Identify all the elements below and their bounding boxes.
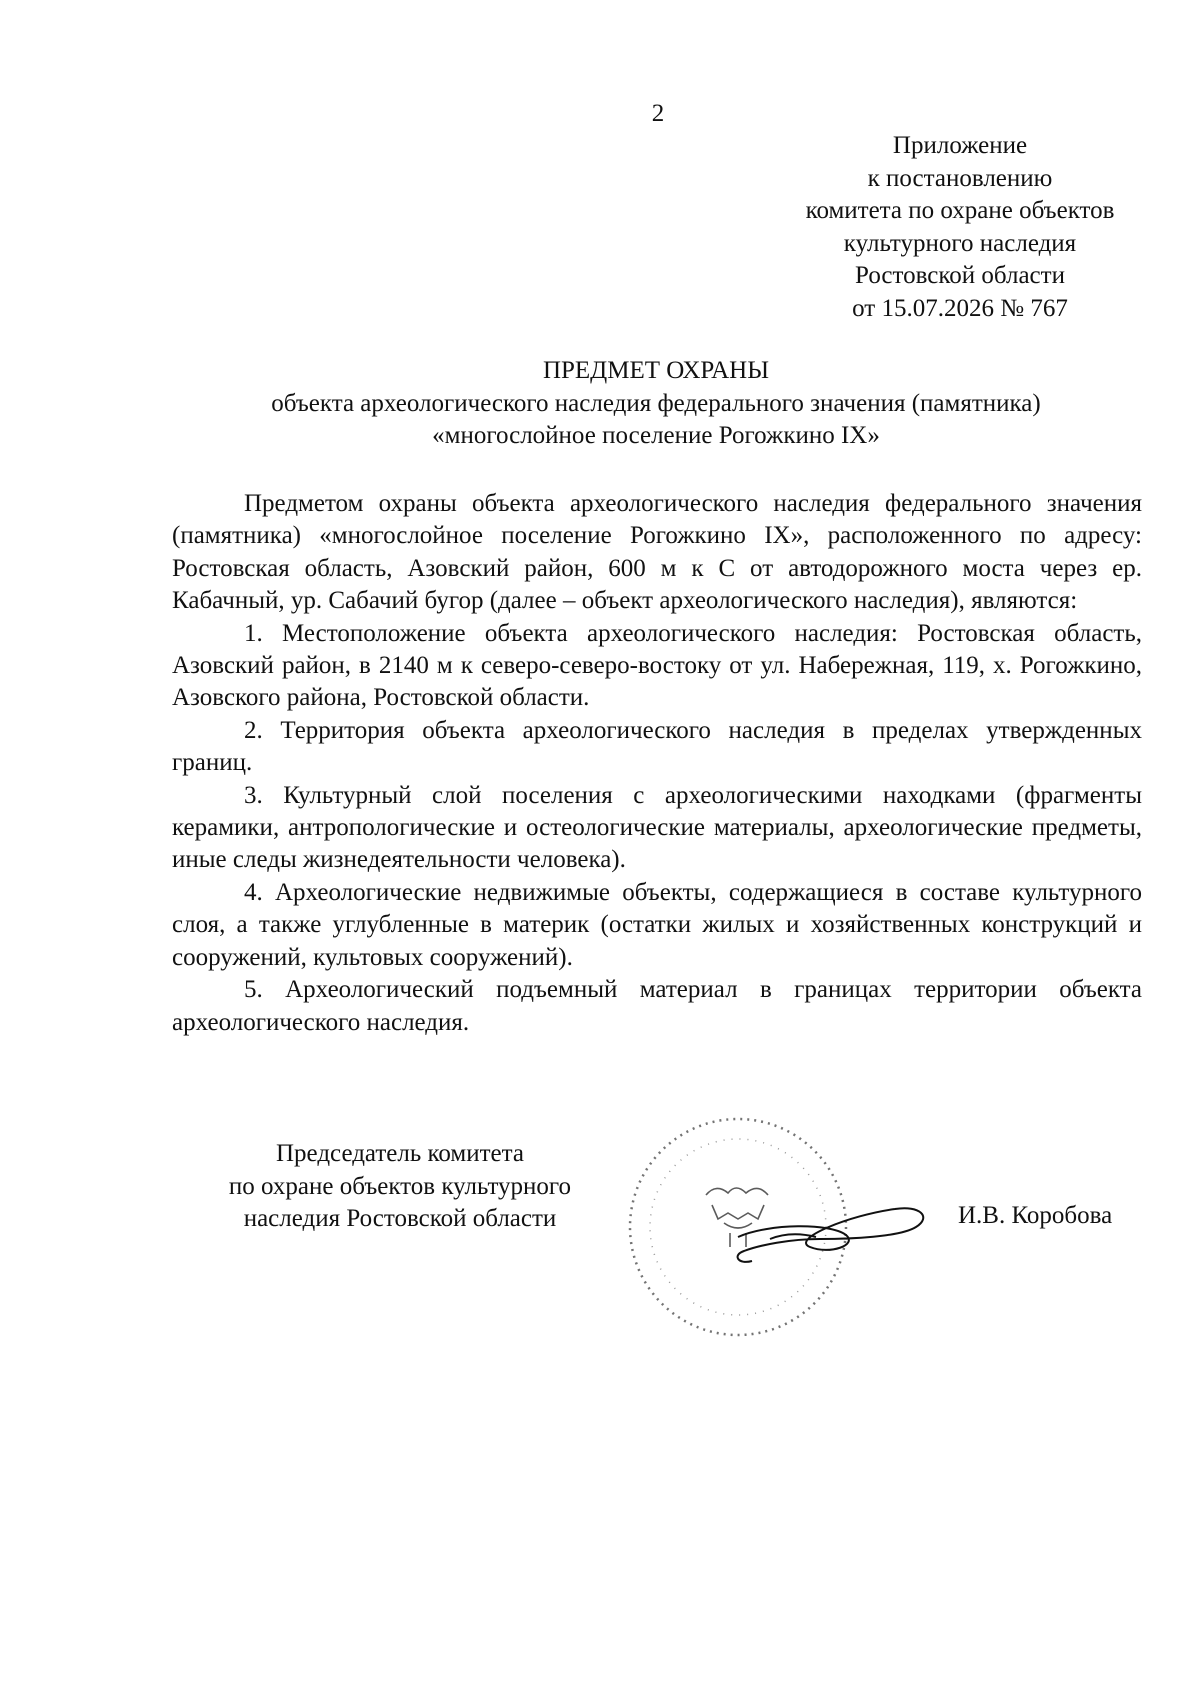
list-item: 3. Культурный слой поселения с археологическими находками (фрагменты керамики, антропологические и остеологические материалы, археологические предметы, иные следы жизнедеятельности человека). <box>172 781 1142 874</box>
stamp-emblem <box>706 1188 768 1247</box>
appendix-line: комитета по охране объектов <box>805 197 1115 224</box>
handwritten-signature <box>738 1208 924 1262</box>
appendix-header <box>740 130 1180 325</box>
list-item: 4. Археологические недвижимые объекты, содержащиеся в составе культурного слоя, а также углубленные в материк (остатки жилых и хозяйственных конструкций и сооружений, культовых сооружений). <box>172 878 1142 971</box>
appendix-line: Приложение <box>892 132 1028 159</box>
list-item: 1. Местоположение объекта археологического наследия: Ростовская область, Азовский район, в 2140 м к северо-северо-востоку от ул. Набережная, 119, х. Рогожкино, Азовского района, Ростовской области. <box>172 619 1142 712</box>
signer-position <box>190 1138 610 1236</box>
signer-name: И.В. Коробова <box>958 1202 1113 1229</box>
appendix-line: Ростовской области <box>855 262 1065 289</box>
document-title: ПРЕДМЕТ ОХРАНЫ <box>542 357 770 384</box>
intro-paragraph: Предметом охраны объекта археологического наследия федерального значения (памятника) «многослойное поселение Рогожкино IX», расположенного по адресу: Ростовская область, Азовский район, 600 м к С от автодорожного моста через ер. Кабачный, ур. Сабачий бугор (далее – объект археологического наследия), являются: <box>172 490 1142 615</box>
document-body <box>172 488 1142 1039</box>
appendix-line: культурного наследия <box>843 229 1077 257</box>
document-subtitle-line-1: объекта археологического наследия федерального значения (памятника) <box>271 389 1041 417</box>
signer-position-line: по охране объектов культурного <box>228 1172 572 1200</box>
document-heading <box>160 355 1152 453</box>
signer-position-line: Председатель комитета <box>276 1140 524 1167</box>
appendix-line: к постановлению <box>867 164 1053 192</box>
list-item: 5. Археологический подъемный материал в границах территории объекта археологического наследия. <box>172 976 1142 1036</box>
list-item: 2. Территория объекта археологического наследия в пределах утвержденных границ. <box>172 716 1142 777</box>
page-number: 2 <box>651 100 665 127</box>
signer-position-line: наследия Ростовской области <box>243 1205 557 1232</box>
appendix-date-line: от 15.07.2026 № 767 <box>852 294 1068 322</box>
document-subtitle-line-2: «многослойное поселение Рогожкино IX» <box>432 422 880 449</box>
official-stamp-with-signature <box>620 1105 940 1350</box>
